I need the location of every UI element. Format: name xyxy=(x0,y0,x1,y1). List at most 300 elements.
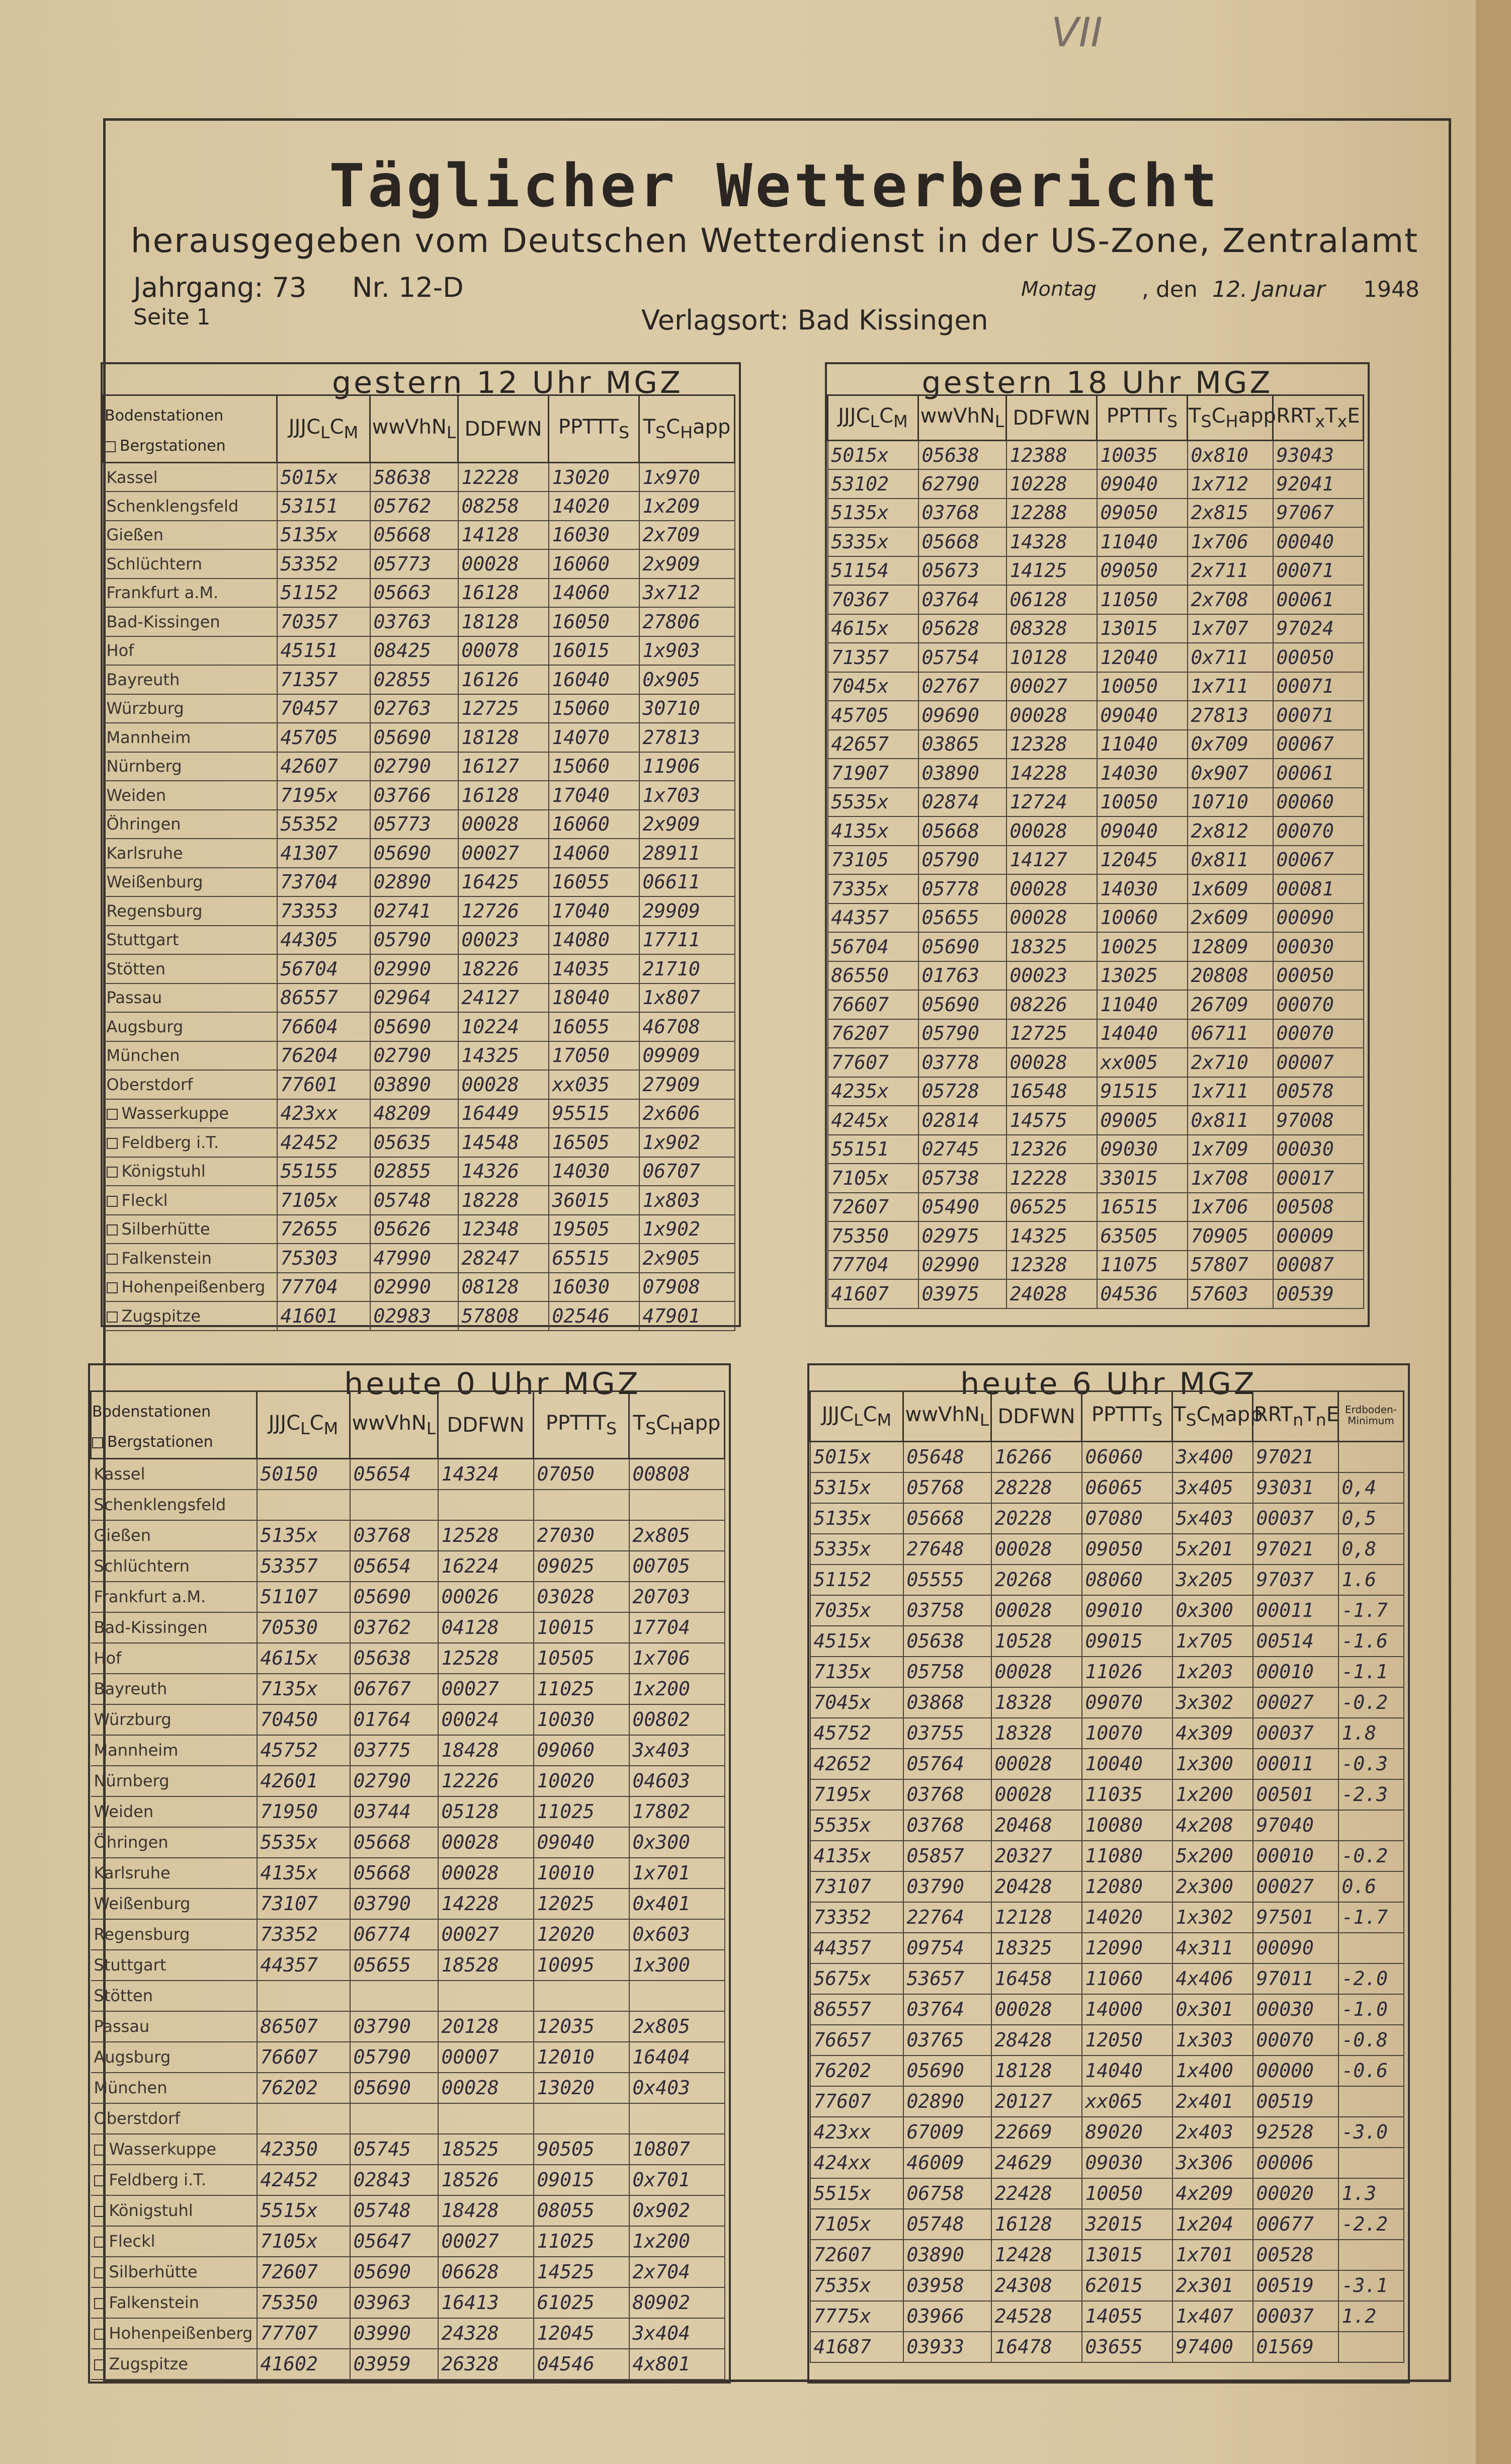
observation-cell: 00028 xyxy=(1006,816,1097,846)
observation-cell: 12035 xyxy=(534,2011,629,2042)
observation-cell: 07050 xyxy=(534,1459,629,1490)
observation-cell: 14525 xyxy=(534,2257,629,2287)
jahrgang: Jahrgang: 73 xyxy=(133,272,307,303)
observation-cell: 05490 xyxy=(918,1193,1006,1222)
weather-panel xyxy=(807,1363,1410,2384)
table-row xyxy=(828,788,1364,817)
observation-cell xyxy=(350,1981,438,2011)
observation-cell xyxy=(1338,1810,1404,1841)
observation-cell: 03768 xyxy=(903,1810,991,1841)
observation-cell: 10807 xyxy=(629,2134,725,2165)
station-name: Würzburg xyxy=(104,694,277,723)
table-row xyxy=(810,2178,1404,2209)
observation-cell: 97501 xyxy=(1253,1902,1338,1933)
station-name: Weiden xyxy=(91,1796,257,1827)
station-name: Feldberg i.T. xyxy=(91,2165,257,2195)
mountain-square-icon xyxy=(107,1167,118,1178)
observation-cell: 72607 xyxy=(810,2240,903,2270)
mountain-square-icon xyxy=(105,441,116,452)
observation-cell: -0.6 xyxy=(1338,2056,1404,2086)
table-row xyxy=(828,1221,1364,1251)
observation-cell: 0x603 xyxy=(629,1919,725,1950)
observation-cell: 70905 xyxy=(1188,1221,1273,1251)
observation-cell: 4135x xyxy=(828,816,918,846)
observation-cell: 12226 xyxy=(438,1766,534,1796)
observation-cell: 03790 xyxy=(350,1888,438,1919)
observation-cell: 00514 xyxy=(1253,1626,1338,1657)
table-row xyxy=(91,1796,725,1827)
observation-cell: 10015 xyxy=(534,1612,629,1643)
observation-cell: 75303 xyxy=(277,1244,370,1273)
observation-cell: 18328 xyxy=(991,1687,1082,1718)
observation-cell: 5515x xyxy=(257,2195,350,2226)
observation-cell: 424xx xyxy=(810,2148,903,2178)
mountain-square-icon xyxy=(92,1437,103,1448)
table-row xyxy=(810,1779,1404,1810)
observation-cell: 0,4 xyxy=(1338,1472,1404,1503)
observation-cell: 1x706 xyxy=(1188,527,1273,556)
mountain-square-icon xyxy=(107,1196,118,1207)
observation-cell: 14040 xyxy=(1097,1019,1188,1048)
station-name: Stuttgart xyxy=(91,1950,257,1981)
observation-cell: 28428 xyxy=(991,2025,1082,2056)
table-row xyxy=(104,983,735,1013)
weather-panel xyxy=(825,362,1370,1327)
table-row xyxy=(91,1490,725,1520)
observation-cell: 01763 xyxy=(918,961,1006,991)
paper-edge xyxy=(1476,0,1511,2464)
observation-cell: 18040 xyxy=(549,983,639,1013)
column-header: wwVhN$_L$ xyxy=(370,395,458,463)
observation-cell: 58638 xyxy=(370,463,458,492)
observation-cell: 03890 xyxy=(370,1070,458,1099)
observation-cell: 00007 xyxy=(438,2042,534,2073)
table-row xyxy=(810,1871,1404,1902)
table-row xyxy=(828,1193,1364,1222)
observation-cell: 05668 xyxy=(370,521,458,550)
observation-cell: 93031 xyxy=(1253,1472,1338,1503)
table-row xyxy=(810,2301,1404,2332)
station-name: Stötten xyxy=(104,954,277,983)
station-name: Fleckl xyxy=(91,2226,257,2257)
legend-boden: Bodenstationen xyxy=(92,1403,211,1421)
observation-cell: 00028 xyxy=(438,2073,534,2103)
table-row xyxy=(104,549,735,579)
observation-cell xyxy=(257,1981,350,2011)
table-row xyxy=(104,781,735,810)
observation-cell: 05668 xyxy=(918,816,1006,846)
station-name: Falkenstein xyxy=(104,1244,277,1273)
observation-cell: 14326 xyxy=(458,1157,549,1186)
column-header: $RRT_nT_nE$ xyxy=(1253,1391,1338,1442)
observation-cell: 05690 xyxy=(918,932,1006,961)
table-row xyxy=(810,1503,1404,1534)
observation-cell: 11025 xyxy=(534,2226,629,2257)
table-row xyxy=(104,463,735,492)
table-row xyxy=(810,1994,1404,2025)
observation-cell: 00578 xyxy=(1273,1077,1364,1106)
observation-cell: 02745 xyxy=(918,1135,1006,1164)
observation-cell: 12528 xyxy=(438,1643,534,1674)
observation-cell: 03890 xyxy=(918,759,1006,788)
observation-cell: 06611 xyxy=(639,868,735,897)
observation-cell: 12010 xyxy=(534,2042,629,2073)
observation-cell: 13020 xyxy=(534,2073,629,2103)
observation-cell: 73352 xyxy=(810,1902,903,1933)
observation-cell: -2.2 xyxy=(1338,2209,1404,2240)
observation-cell: 05690 xyxy=(903,2056,991,2086)
observation-cell: 5535x xyxy=(810,1810,903,1841)
table-row xyxy=(810,2117,1404,2148)
observation-cell: 20703 xyxy=(629,1582,725,1612)
observation-cell: 27030 xyxy=(534,1520,629,1551)
observation-cell: 05768 xyxy=(903,1472,991,1503)
station-name: Fleckl xyxy=(104,1186,277,1215)
observation-cell: 02983 xyxy=(370,1301,458,1331)
issue-date: 12. Januar xyxy=(1212,277,1325,302)
observation-cell: 0x403 xyxy=(629,2073,725,2103)
observation-cell: 4x801 xyxy=(629,2349,725,2379)
observation-cell: 41307 xyxy=(277,839,370,868)
observation-cell: 00808 xyxy=(629,1459,725,1490)
observation-cell: 18428 xyxy=(438,2195,534,2226)
observation-cell: 18128 xyxy=(991,2056,1082,2086)
table-row xyxy=(104,839,735,868)
observation-cell: 1x609 xyxy=(1188,874,1273,904)
observation-cell: 16224 xyxy=(438,1551,534,1582)
observation-cell: 51152 xyxy=(810,1565,903,1595)
observation-cell: 16040 xyxy=(549,665,639,694)
table-row xyxy=(828,759,1364,788)
observation-cell: 24328 xyxy=(438,2318,534,2349)
observation-cell: 05690 xyxy=(350,2257,438,2287)
station-name: Stötten xyxy=(91,1981,257,2011)
observation-cell: 09010 xyxy=(1082,1595,1172,1626)
observation-cell: 2x815 xyxy=(1188,499,1273,528)
observation-cell: 11060 xyxy=(1082,1963,1172,1994)
station-name: Hohenpeißenberg xyxy=(104,1273,277,1302)
observation-cell: 02741 xyxy=(370,896,458,926)
column-header: $T_SC_Mapp$ xyxy=(1172,1391,1253,1442)
observation-cell: 03990 xyxy=(350,2318,438,2349)
observation-cell: 11075 xyxy=(1097,1251,1188,1280)
observation-cell: 00028 xyxy=(991,1534,1082,1565)
observation-cell: 16128 xyxy=(458,579,549,608)
observation-cell: 00078 xyxy=(458,636,549,666)
observation-cell: 16030 xyxy=(549,1273,639,1302)
observation-cell: -1.1 xyxy=(1338,1657,1404,1687)
observation-cell: 70450 xyxy=(257,1704,350,1735)
observation-cell: 45752 xyxy=(257,1735,350,1766)
observation-cell: 1x709 xyxy=(1188,1135,1273,1164)
observation-cell: 09015 xyxy=(534,2165,629,2195)
observation-cell: 17050 xyxy=(549,1041,639,1071)
table-row xyxy=(91,2073,725,2103)
column-header: $JJJC_LC_M$ xyxy=(257,1391,350,1459)
observation-cell: 05690 xyxy=(370,1012,458,1041)
observation-cell: 03958 xyxy=(903,2270,991,2301)
observation-cell: 10070 xyxy=(1082,1718,1172,1749)
observation-cell: 24629 xyxy=(991,2148,1082,2178)
observation-cell: 03028 xyxy=(534,1582,629,1612)
observation-cell: 2x708 xyxy=(1188,585,1273,614)
observation-cell: 77704 xyxy=(277,1273,370,1302)
observation-cell: 09005 xyxy=(1097,1106,1188,1135)
observation-cell: 46009 xyxy=(903,2148,991,2178)
station-name: Wasserkuppe xyxy=(104,1099,277,1128)
column-header: wwVhN$_L$ xyxy=(903,1391,991,1442)
table-row xyxy=(828,846,1364,875)
observation-cell: 56704 xyxy=(828,932,918,961)
observation-cell: 11080 xyxy=(1082,1841,1172,1871)
observation-cell: 12020 xyxy=(534,1919,629,1950)
observation-cell: 00027 xyxy=(1253,1871,1338,1902)
observation-cell: 1x902 xyxy=(639,1215,735,1244)
observation-cell: 06128 xyxy=(1006,585,1097,614)
observation-cell: xx005 xyxy=(1097,1048,1188,1077)
observation-cell: 5135x xyxy=(257,1520,350,1551)
observation-cell: 18526 xyxy=(438,2165,534,2195)
observation-cell: 03778 xyxy=(918,1048,1006,1077)
table-row xyxy=(828,904,1364,933)
observation-cell: 00070 xyxy=(1273,1019,1364,1048)
observation-cell: 05655 xyxy=(350,1950,438,1981)
observation-cell: 5675x xyxy=(810,1963,903,1994)
observation-cell xyxy=(350,1490,438,1520)
observation-cell: 00070 xyxy=(1253,2025,1338,2056)
observation-cell: 0x905 xyxy=(639,665,735,694)
observation-cell: 05773 xyxy=(370,549,458,579)
table-row xyxy=(104,868,735,897)
observation-cell: 05857 xyxy=(903,1841,991,1871)
observation-cell: 16128 xyxy=(991,2209,1082,2240)
observation-cell: 06758 xyxy=(903,2178,991,2209)
table-row xyxy=(104,1128,735,1157)
table-row xyxy=(828,1106,1364,1135)
station-name: Stuttgart xyxy=(104,926,277,955)
table-row xyxy=(104,1244,735,1273)
mountain-square-icon xyxy=(107,1311,118,1323)
observation-cell: 4x209 xyxy=(1172,2178,1253,2209)
observation-cell: 41607 xyxy=(828,1279,918,1308)
table-row xyxy=(828,1019,1364,1048)
observation-cell: 10020 xyxy=(534,1766,629,1796)
observation-cell: 05654 xyxy=(350,1551,438,1582)
observation-cell: -3.1 xyxy=(1338,2270,1404,2301)
observation-cell xyxy=(257,1490,350,1520)
observation-cell: 20468 xyxy=(991,1810,1082,1841)
station-name: Königstuhl xyxy=(104,1157,277,1186)
observation-cell: 11025 xyxy=(534,1796,629,1827)
observation-cell: 29909 xyxy=(639,896,735,926)
observation-cell: 62790 xyxy=(918,469,1006,499)
observation-cell: 08258 xyxy=(458,491,549,521)
observation-cell: 00023 xyxy=(1006,961,1097,991)
observation-cell: 14228 xyxy=(438,1888,534,1919)
station-name: Passau xyxy=(91,2011,257,2042)
observation-cell: 27909 xyxy=(639,1070,735,1099)
observation-cell: 10228 xyxy=(1006,469,1097,499)
observation-cell: 16128 xyxy=(458,781,549,810)
observation-cell: 16266 xyxy=(991,1442,1082,1472)
observation-cell: 12228 xyxy=(458,463,549,492)
observation-cell: 27806 xyxy=(639,607,735,636)
observation-cell: 14324 xyxy=(438,1459,534,1490)
observation-cell: 1x707 xyxy=(1188,614,1273,643)
table-row xyxy=(828,469,1364,499)
station-name: Zugspitze xyxy=(91,2349,257,2379)
table-row xyxy=(104,491,735,521)
observation-cell: 4x309 xyxy=(1172,1718,1253,1749)
observation-cell: 14035 xyxy=(549,954,639,983)
observation-cell: 1x200 xyxy=(1172,1779,1253,1810)
observation-cell: 00030 xyxy=(1253,1994,1338,2025)
observation-cell: 01764 xyxy=(350,1704,438,1735)
observation-cell: 16050 xyxy=(549,607,639,636)
table-row xyxy=(828,1048,1364,1077)
observation-cell: 03865 xyxy=(918,730,1006,759)
station-name: Nürnberg xyxy=(91,1766,257,1796)
table-row xyxy=(810,2025,1404,2056)
observation-cell: 28228 xyxy=(991,1472,1082,1503)
observation-cell: 7535x xyxy=(810,2270,903,2301)
observation-cell: 26709 xyxy=(1188,990,1273,1019)
observation-cell: 1x200 xyxy=(629,2226,725,2257)
observation-cell: 14000 xyxy=(1082,1994,1172,2025)
station-name: Schenklengsfeld xyxy=(91,1490,257,1520)
observation-cell: 09050 xyxy=(1097,499,1188,528)
observation-cell: 0x301 xyxy=(1172,1994,1253,2025)
observation-cell: 00000 xyxy=(1253,2056,1338,2086)
observation-cell: 76607 xyxy=(257,2042,350,2073)
observation-cell: 91515 xyxy=(1097,1077,1188,1106)
observation-cell: 11026 xyxy=(1082,1657,1172,1687)
observation-cell: 0.6 xyxy=(1338,1871,1404,1902)
table-row xyxy=(91,1858,725,1888)
observation-cell: 57808 xyxy=(458,1301,549,1331)
observation-cell: 12045 xyxy=(1097,846,1188,875)
observation-cell: 90505 xyxy=(534,2134,629,2165)
table-row xyxy=(810,1718,1404,1749)
observation-cell: 42452 xyxy=(277,1128,370,1157)
observation-cell: 00067 xyxy=(1273,730,1364,759)
observation-cell: 73107 xyxy=(810,1871,903,1902)
publication-place: Verlagsort: Bad Kissingen xyxy=(641,304,988,336)
observation-cell: 44357 xyxy=(828,904,918,933)
table-row xyxy=(91,2042,725,2073)
table-row xyxy=(91,2134,725,2165)
table-row xyxy=(91,1919,725,1950)
observation-cell: 86557 xyxy=(277,983,370,1013)
column-header: $JJJC_LC_M$ xyxy=(828,395,918,441)
observation-cell: 24028 xyxy=(1006,1279,1097,1308)
observation-cell: 05690 xyxy=(370,723,458,752)
observation-cell: 14548 xyxy=(458,1128,549,1157)
observation-cell: -0.2 xyxy=(1338,1687,1404,1718)
observation-cell: 00037 xyxy=(1253,2301,1338,2332)
observation-cell: 5515x xyxy=(810,2178,903,2209)
observation-cell: 00023 xyxy=(458,926,549,955)
observation-cell: 00028 xyxy=(991,1994,1082,2025)
observation-cell: 02790 xyxy=(370,752,458,781)
observation-cell: 14020 xyxy=(1082,1902,1172,1933)
observation-cell: 97037 xyxy=(1253,1565,1338,1595)
mountain-square-icon xyxy=(94,2298,105,2309)
observation-cell: 14040 xyxy=(1082,2056,1172,2086)
station-name: Passau xyxy=(104,983,277,1013)
station-name: Karlsruhe xyxy=(104,839,277,868)
observation-cell xyxy=(534,1981,629,2011)
mountain-square-icon xyxy=(94,2267,105,2278)
observation-cell: 17704 xyxy=(629,1612,725,1643)
observation-cell: 20228 xyxy=(991,1503,1082,1534)
table-row xyxy=(91,1643,725,1674)
observation-cell: 18325 xyxy=(1006,932,1097,961)
observation-cell: 44357 xyxy=(257,1950,350,1981)
observation-cell: 0x401 xyxy=(629,1888,725,1919)
observation-cell: 14328 xyxy=(1006,527,1097,556)
observation-cell: 05754 xyxy=(918,643,1006,672)
observation-cell: 00508 xyxy=(1273,1193,1364,1222)
table-row xyxy=(828,1279,1364,1308)
station-name: Mannheim xyxy=(91,1735,257,1766)
observation-cell: 7135x xyxy=(257,1674,350,1704)
observation-cell: 4135x xyxy=(810,1841,903,1871)
observation-cell: 20268 xyxy=(991,1565,1082,1595)
observation-cell: 14030 xyxy=(1097,874,1188,904)
observation-cell: 3x400 xyxy=(1172,1442,1253,1472)
table-row xyxy=(810,1657,1404,1687)
observation-cell: 16127 xyxy=(458,752,549,781)
observation-cell: 42350 xyxy=(257,2134,350,2165)
observation-cell: 00037 xyxy=(1253,1718,1338,1749)
observation-cell xyxy=(629,1490,725,1520)
table-row xyxy=(810,1933,1404,1963)
mountain-square-icon xyxy=(94,2329,105,2340)
observation-cell: 0x701 xyxy=(629,2165,725,2195)
observation-cell: 00028 xyxy=(991,1779,1082,1810)
observation-cell: 2x401 xyxy=(1172,2086,1253,2117)
observation-cell: 03790 xyxy=(350,2011,438,2042)
observation-cell: 3x306 xyxy=(1172,2148,1253,2178)
station-name: Mannheim xyxy=(104,723,277,752)
observation-cell: 00017 xyxy=(1273,1164,1364,1193)
observation-cell: 13015 xyxy=(1097,614,1188,643)
observation-cell: 03768 xyxy=(350,1520,438,1551)
observation-cell: 20808 xyxy=(1188,961,1273,991)
observation-cell: 10128 xyxy=(1006,643,1097,672)
observation-cell: 04536 xyxy=(1097,1279,1188,1308)
observation-cell: 09070 xyxy=(1082,1687,1172,1718)
mountain-square-icon xyxy=(94,2237,105,2248)
table-row xyxy=(810,1963,1404,1994)
observation-cell: 18525 xyxy=(438,2134,534,2165)
observation-cell: 03933 xyxy=(903,2332,991,2362)
observation-cell: 05690 xyxy=(350,1582,438,1612)
observation-cell: 77607 xyxy=(810,2086,903,2117)
observation-cell: 97040 xyxy=(1253,1810,1338,1841)
observation-cell: 04128 xyxy=(438,1612,534,1643)
observation-cell: 76607 xyxy=(828,990,918,1019)
station-name: Hof xyxy=(104,636,277,666)
observation-cell: 10060 xyxy=(1097,904,1188,933)
observation-cell: 05738 xyxy=(918,1164,1006,1193)
observation-cell: 00027 xyxy=(438,1674,534,1704)
observation-cell: 76202 xyxy=(257,2073,350,2103)
table-row xyxy=(828,1164,1364,1193)
table-row xyxy=(810,1565,1404,1595)
table-row xyxy=(810,2270,1404,2301)
